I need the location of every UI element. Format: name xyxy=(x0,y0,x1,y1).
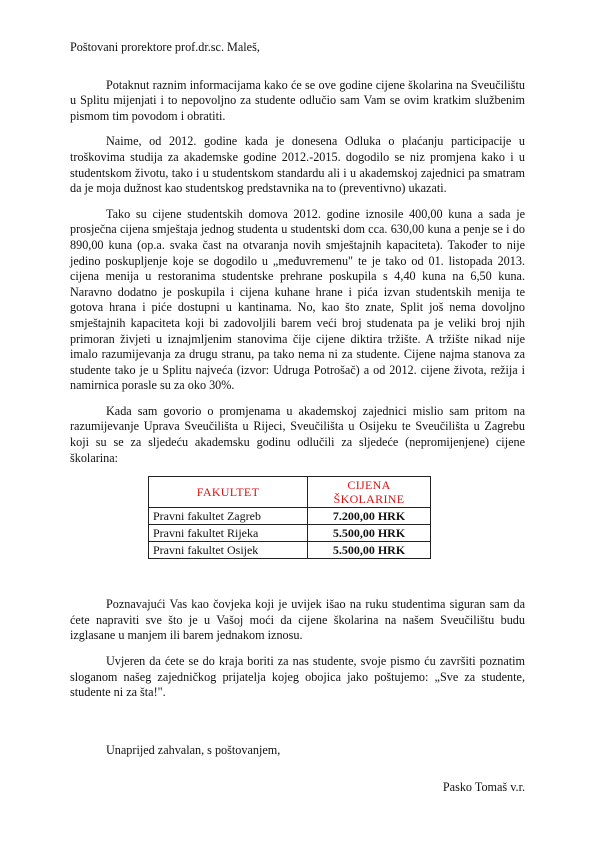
table-header-row xyxy=(149,477,431,508)
table-row xyxy=(149,508,431,525)
price-cell: 5.500,00 HRK xyxy=(308,525,431,542)
tuition-table xyxy=(148,476,431,559)
faculty-cell: Pravni fakultet Rijeka xyxy=(149,525,308,542)
paragraph-universities: Kada sam govorio o promjenama u akademskoj zajednici mislio sam pritom na razumijevanje Uprava Sveučilišta u Rijeci, Sveučilišta u Osijeku te Sveučilišta u Zagrebu koji su se za sljedeću akademsku godinu odlučili za sljedeće (nepromijenjene) cijene školarina: xyxy=(70,403,525,465)
signature: Pasko Tomaš v.r. xyxy=(442,780,525,795)
header-faculty: FAKULTET xyxy=(149,477,308,508)
faculty-cell: Pravni fakultet Zagreb xyxy=(149,508,308,525)
header-price: CIJENA ŠKOLARINE xyxy=(308,477,431,508)
table-row xyxy=(149,542,431,559)
paragraph-intro: Potaknut raznim informacijama kako će se ove godine cijene školarina na Sveučilištu u Splitu mijenjati i to nepovoljno za studente odlučio sam Vam se ovim kratkim službenim pismom tim povodom i obratiti. xyxy=(70,77,525,123)
salutation: Poštovani prorektore prof.dr.sc. Maleš, xyxy=(70,40,260,54)
closing-line: Unaprijed zahvalan, s poštovanjem, xyxy=(106,742,281,757)
faculty-cell: Pravni fakultet Osijek xyxy=(149,542,308,559)
letter-page xyxy=(70,40,525,796)
paragraph-request: Poznavajući Vas kao čovjeka koji je uvijek išao na ruku studentima siguran sam da ćete napraviti sve što je u Vašoj moći da cijene školarina na našem Sveučilištu budu izglasane u manjem ili barem jednakom iznosu. xyxy=(70,597,525,643)
table-row xyxy=(149,525,431,542)
paragraph-slogan: Uvjeren da ćete se do kraja boriti za nas studente, svoje pismo ću završiti poznatim sloganom našeg zajedničkog prijatelja kojeg obojica jako poštujemo: „Sve za studente, studente ni za šta!". xyxy=(70,654,525,700)
price-cell: 7.200,00 HRK xyxy=(308,508,431,525)
spacer xyxy=(70,559,525,597)
paragraph-prices: Tako su cijene studentskih domova 2012. godine iznosile 400,00 kuna a sada je prosječna cijena smještaja jednog studenta u studentski dom cca. 630,00 kuna a penje se i do 890,00 kuna (op.a. svaka čast na otvaranja novih smještajnih kapaciteta). Također to nije jedino poskupljenje koje se dogodilo u „međuvremenu" te je tako od 01. listopada 2013. cijena menija u restoranima studentske prehrane poskupila s 4,40 kuna na 6,50 kuna. Naravno dodatno je poskupila i cijena kuhane hrane i pića izvan studentskih menija te gotova hrana i piće dostupni u kantinama. No, kao što znate, Split još nema dovoljno smještajnih kapaciteta koji bi zadovoljili barem veći broj studenata pa je veliki broj njih primoran živjeti u iznajmljenim stanovima čije cijene diktira tržište. A tržište nikad nije imalo razumijevanja za drugu stranu, pa tako nema ni za studente. Cijene najma stanova za studente tako je u Splitu najveća (izvor: Udruga Potrošač) a od 2012. cijene života, režija i namirnica porasle su za oko 30%. xyxy=(70,206,525,393)
price-cell: 5.500,00 HRK xyxy=(308,542,431,559)
paragraph-decision: Naime, od 2012. godine kada je donesena Odluka o plaćanju participacije u troškovima studija za akademske godine 2012.-2015. dogodilo se niz promjena kako i u studentskom životu, tako i u studentskom standardu ali i u akademskoj zajednici pa smatram da je moja dužnost kao studentskog predstavnika na to (preventivno) ukazati. xyxy=(70,134,525,196)
